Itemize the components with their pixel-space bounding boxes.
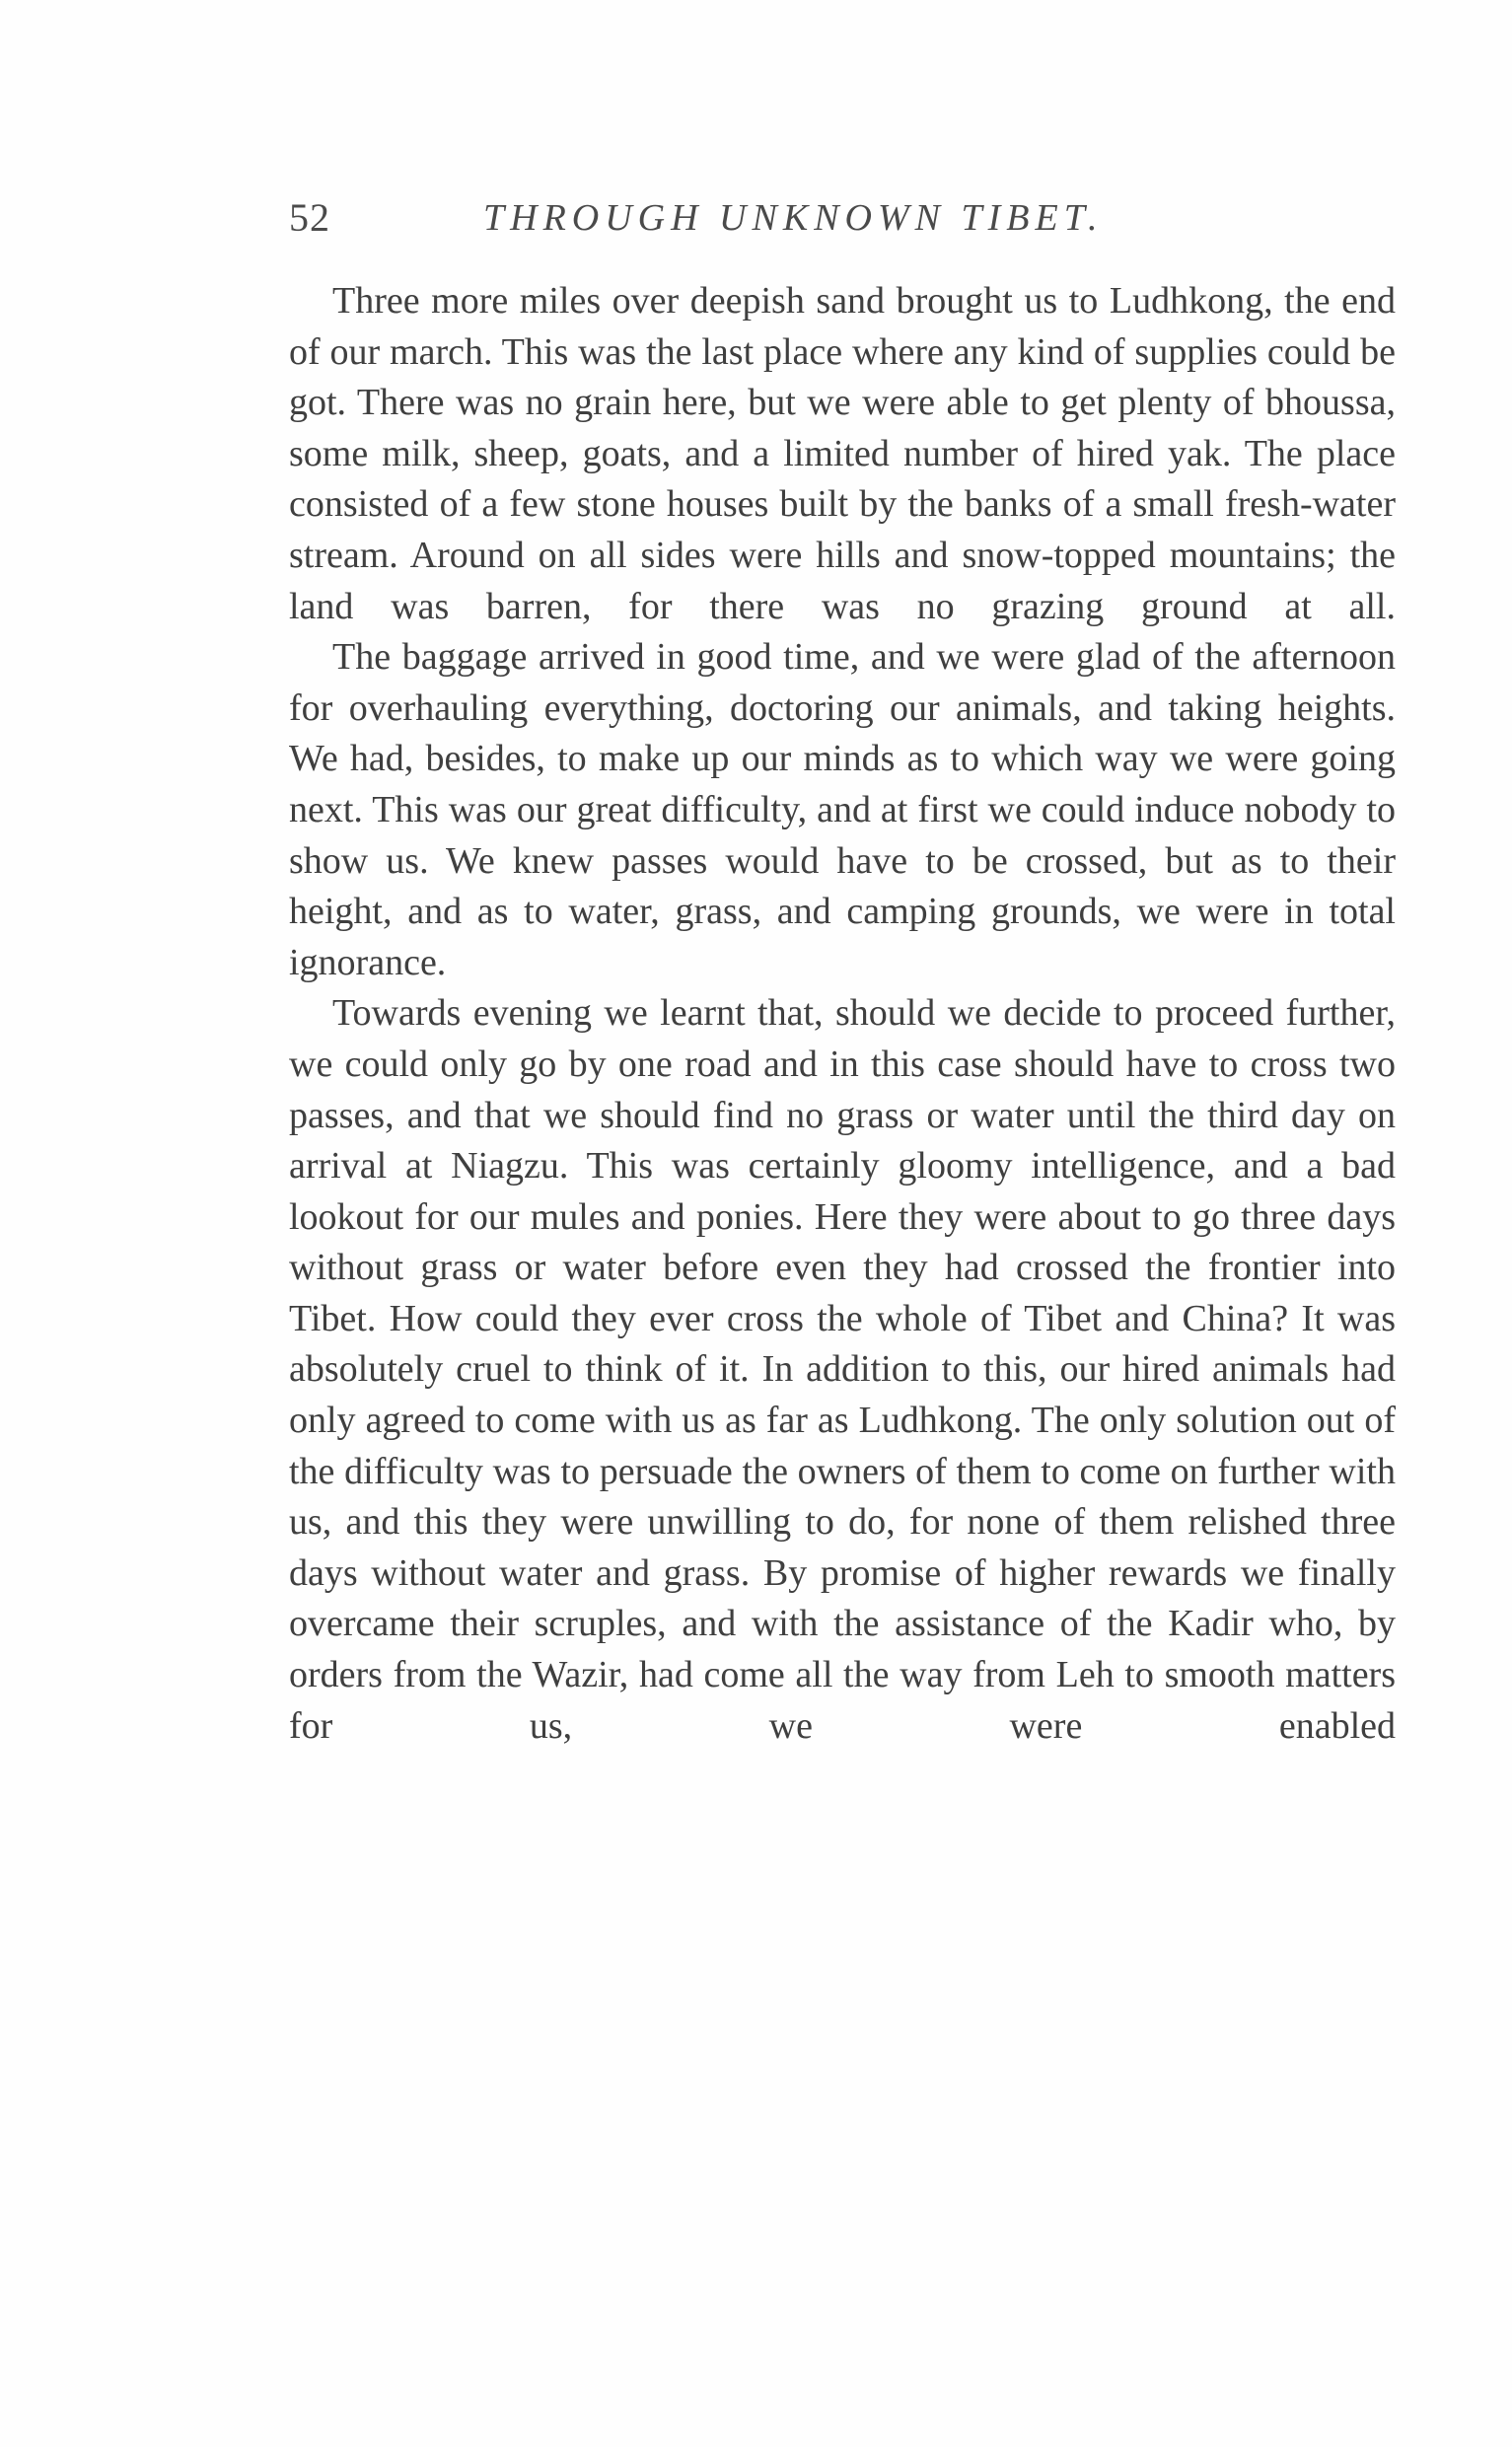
paragraph-3: Towards evening we learnt that, should we decide to proceed further, we could only go by one road and in this case should have to cross two passes, and that we should find no grass or water until the third day on arrival at Niagzu. This was certainly gloomy intelligence, and a bad lookout for our mules and ponies. Here they were about to go three days without grass or water before even they had crossed the frontier into Tibet. How could they ever cross the whole of Tibet and China? It was absolutely cruel to think of it. In addition to this, our hired animals had only agreed to come with us as far as Ludhkong. The only solution out of the difficulty was to persuade the owners of them to come on further with us, and this they were unwilling to do, for none of them relished three days without water and grass. By promise of higher rewards we finally overcame their scruples, and with the assistance of the Kadir who, by orders from the Wazir, had come all the way from Leh to smooth matters for us, we were enabled: [289, 992, 1396, 1747]
body-text: [289, 276, 1396, 1752]
page-number: 52: [289, 195, 330, 240]
page-header: [289, 193, 1216, 252]
running-head: THROUGH UNKNOWN TIBET.: [483, 197, 1104, 239]
paragraph-1: Three more miles over deepish sand brought us to Ludhkong, the end of our march. This was the last place where any kind of supplies could be got. There was no grain here, but we were able to get plenty of bhoussa, some milk, sheep, goats, and a limited number of hired yak. The place consisted of a few stone houses built by the banks of a small fresh-water stream. Around on all sides were hills and snow-topped mountains; the land was barren, for there was no grazing ground at all.: [289, 280, 1396, 627]
paragraph-2: The baggage arrived in good time, and we were glad of the afternoon for overhauling everything, doctoring our animals, and taking heights. We had, besides, to make up our minds as to which way we were going next. This was our great difficulty, and at first we could induce nobody to show us. We knew passes would have to be crossed, but as to their height, and as to water, grass, and camping grounds, we were in total ignorance.: [289, 636, 1396, 983]
